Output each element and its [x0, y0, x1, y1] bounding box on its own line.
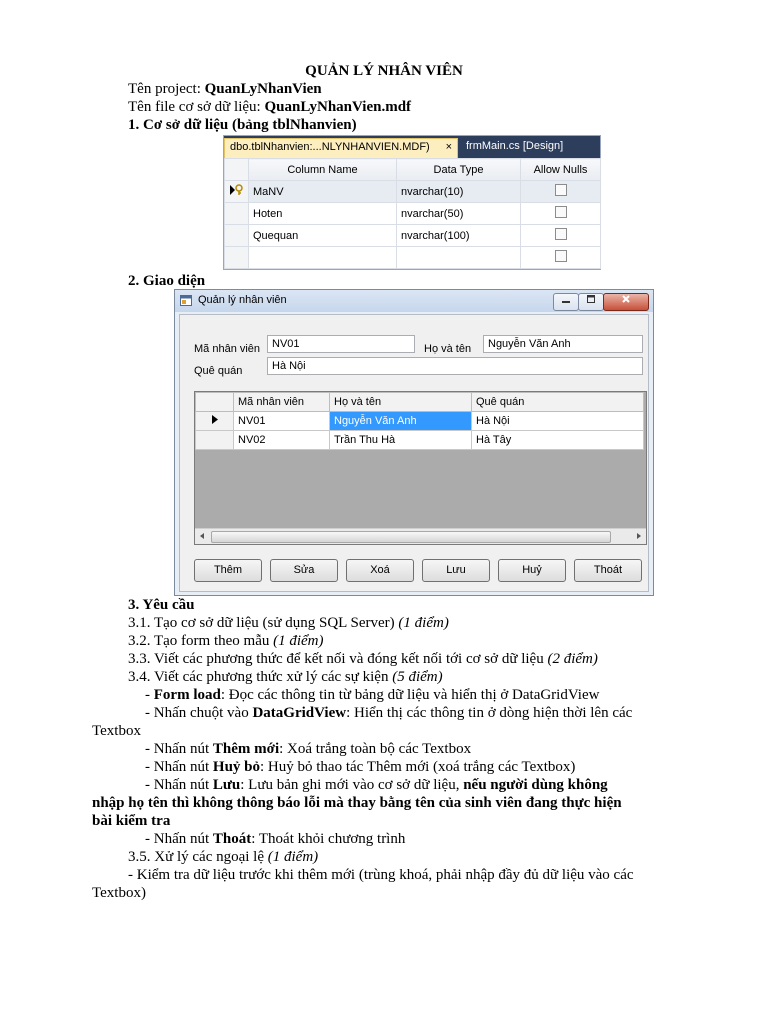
form-client-area	[179, 314, 649, 592]
window-titlebar[interactable]	[175, 290, 653, 312]
row-indicator[interactable]	[196, 431, 234, 450]
primary-key-icon	[229, 184, 245, 196]
allow-nulls-checkbox[interactable]	[555, 184, 567, 196]
req-3-1	[128, 614, 449, 632]
req-3-2-points: (1 điểm)	[273, 633, 324, 649]
req-3-1-points: (1 điểm)	[398, 615, 449, 631]
req-3-3-points: (2 điểm)	[547, 651, 598, 667]
req-3-3-text: 3.3. Viết các phương thức để kết nối và đóng kết nối tới cơ sở dữ liệu	[128, 651, 548, 667]
section-3-heading: 3. Yêu cầu	[128, 597, 195, 613]
them-button[interactable]: Thêm	[194, 559, 262, 582]
cell-column-name[interactable]: MaNV	[249, 181, 397, 203]
current-row-arrow-icon	[212, 415, 218, 424]
grid-table	[195, 392, 644, 450]
sua-button[interactable]: Sửa	[270, 559, 338, 582]
cell-data-type[interactable]: nvarchar(100)	[397, 225, 521, 247]
thoat-button[interactable]: Thoát	[574, 559, 642, 582]
row-indicator[interactable]	[196, 412, 234, 431]
bullet-keyword: Lưu	[212, 777, 241, 793]
bullet-text: : Thoát khỏi chương trình	[251, 831, 406, 847]
row-selector[interactable]	[225, 225, 249, 247]
close-button[interactable]	[603, 293, 649, 311]
grid-corner	[196, 393, 234, 412]
grid-cell[interactable]: Hà Nội	[472, 412, 644, 431]
project-name: QuanLyNhanVien	[204, 81, 322, 97]
bullet-luu-cont: nhập họ tên thì không thông báo lỗi mà thay bằng tên của sinh viên đang thực hiện	[92, 795, 622, 811]
bullet-keyword: Thêm mới	[212, 741, 280, 757]
bullet-bold-text: nếu người dùng không	[463, 777, 608, 793]
bullet-form-load	[145, 686, 599, 704]
tab-close-icon[interactable]: ×	[445, 141, 452, 153]
designer-tab-strip	[224, 136, 600, 158]
grid-header-ho-va-ten[interactable]: Họ và tên	[330, 393, 472, 412]
bullet-luu	[145, 776, 608, 794]
bullet-datagridview	[145, 704, 632, 722]
cell-data-type[interactable]	[397, 247, 521, 269]
document-title: QUẢN LÝ NHÂN VIÊN	[305, 63, 463, 79]
bullet-keyword: Form load	[153, 687, 221, 703]
employee-datagridview[interactable]	[194, 391, 647, 545]
grid-header-ma-nhan-vien[interactable]: Mã nhân viên	[234, 393, 330, 412]
row-header-corner	[225, 159, 249, 181]
dbfile-line	[128, 98, 411, 116]
dbfile-name: QuanLyNhanVien.mdf	[264, 99, 412, 115]
bullet-keyword: Thoát	[212, 831, 252, 847]
columns-header-row	[225, 159, 601, 181]
minimize-button[interactable]	[553, 293, 579, 311]
req-3-3	[128, 650, 598, 668]
horizontal-scrollbar[interactable]	[195, 528, 646, 544]
bullet-text: : Đọc các thông tin từ bảng dữ liệu và hiển thị ở DataGridView	[220, 687, 600, 703]
maximize-icon	[586, 294, 596, 304]
bullet-text: : Lưu bản ghi mới vào cơ sở dữ liệu,	[240, 777, 464, 793]
bullet-datagridview-cont: Textbox	[92, 723, 141, 739]
grid-cell[interactable]: NV01	[234, 412, 330, 431]
req-3-5	[128, 848, 318, 866]
scroll-left-arrow-icon[interactable]	[195, 529, 209, 543]
table-designer	[223, 135, 601, 270]
cell-allow-nulls[interactable]	[521, 225, 601, 247]
luu-button[interactable]: Lưu	[422, 559, 490, 582]
form-icon	[180, 295, 192, 306]
cell-column-name[interactable]	[249, 247, 397, 269]
label-ho-va-ten: Họ và tên	[424, 343, 472, 355]
table-row[interactable]	[225, 247, 601, 269]
tab-table-designer[interactable]	[224, 138, 458, 158]
que-quan-input[interactable]: Hà Nội	[267, 357, 643, 375]
req-3-1-text: 3.1. Tạo cơ sở dữ liệu (sử dụng SQL Server)	[128, 615, 399, 631]
bullet-thoat	[145, 830, 405, 848]
bullet-text: : Xoá trắng toàn bộ các Textbox	[279, 741, 472, 757]
req-3-5-text: 3.5. Xử lý các ngoại lệ	[128, 849, 268, 865]
cell-column-name[interactable]: Quequan	[249, 225, 397, 247]
close-icon	[621, 294, 631, 304]
allow-nulls-checkbox[interactable]	[555, 250, 567, 262]
xoa-button[interactable]: Xoá	[346, 559, 414, 582]
table-row[interactable]	[225, 181, 601, 203]
req-3-2-text: 3.2. Tạo form theo mẫu	[128, 633, 274, 649]
bullet-huy-bo	[145, 758, 575, 776]
cell-allow-nulls[interactable]	[521, 203, 601, 225]
bullet-text: : Hiển thị các thông tin ở dòng hiện thời lên các	[346, 705, 633, 721]
window-title: Quản lý nhân viên	[198, 294, 287, 306]
req-3-4	[128, 668, 443, 686]
grid-cell[interactable]: NV02	[234, 431, 330, 450]
bullet-them-moi	[145, 740, 471, 758]
project-line	[128, 80, 322, 98]
cell-data-type[interactable]: nvarchar(10)	[397, 181, 521, 203]
grid-cell[interactable]: Trần Thu Hà	[330, 431, 472, 450]
bullet-kiem-tra: - Kiểm tra dữ liệu trước khi thêm mới (trùng khoá, phải nhập đầy đủ dữ liệu vào các	[128, 867, 634, 883]
scroll-right-arrow-icon[interactable]	[632, 529, 646, 543]
req-3-4-text: 3.4. Viết các phương thức xử lý các sự kiện	[128, 669, 393, 685]
label-ma-nhan-vien: Mã nhân viên	[194, 343, 261, 355]
columns-grid	[224, 158, 601, 269]
bullet-keyword: DataGridView	[252, 705, 347, 721]
row-selector[interactable]	[225, 247, 249, 269]
header-data-type: Data Type	[397, 159, 521, 181]
grid-header-row	[196, 393, 644, 412]
dbfile-label: Tên file cơ sở dữ liệu:	[128, 99, 265, 115]
table-row[interactable]	[196, 412, 644, 431]
req-3-2	[128, 632, 324, 650]
ho-va-ten-input[interactable]: Nguyễn Văn Anh	[483, 335, 643, 353]
allow-nulls-checkbox[interactable]	[555, 206, 567, 218]
table-row[interactable]	[225, 225, 601, 247]
bullet-text: - Nhấn chuột vào	[145, 705, 253, 721]
row-selector[interactable]	[225, 181, 249, 203]
bullet-luu-cont-2: bài kiểm tra	[92, 813, 171, 829]
header-column-name: Column Name	[249, 159, 397, 181]
bullet-keyword: Huỷ bỏ	[212, 759, 261, 775]
label-que-quan: Quê quán	[194, 365, 243, 377]
table-row[interactable]	[225, 203, 601, 225]
bullet-kiem-tra-cont: Textbox)	[92, 885, 146, 901]
bullet-text: - Nhấn nút	[145, 741, 213, 757]
section-1-heading: 1. Cơ sở dữ liệu (bảng tblNhanvien)	[128, 117, 357, 133]
tab-form-design[interactable]: frmMain.cs [Design]	[466, 140, 564, 152]
scroll-thumb[interactable]	[211, 531, 611, 543]
cell-allow-nulls[interactable]	[521, 247, 601, 269]
bullet-dash: -	[145, 687, 154, 703]
row-selector[interactable]	[225, 203, 249, 225]
bullet-text: - Nhấn nút	[145, 759, 213, 775]
section-2-heading: 2. Giao diện	[128, 273, 206, 289]
table-row[interactable]	[196, 431, 644, 450]
tab-table-designer-label: dbo.tblNhanvien:...NLYNHANVIEN.MDF)	[230, 141, 430, 153]
grid-cell[interactable]: Hà Tây	[472, 431, 644, 450]
huy-button[interactable]: Huỷ	[498, 559, 566, 582]
project-label: Tên project:	[128, 81, 205, 97]
employee-form-window	[174, 289, 654, 596]
grid-cell-selected[interactable]: Nguyễn Văn Anh	[330, 412, 472, 431]
bullet-text: - Nhấn nút	[145, 777, 213, 793]
cell-column-name[interactable]: Hoten	[249, 203, 397, 225]
bullet-text: : Huỷ bỏ thao tác Thêm mới (xoá trắng các Textbox)	[260, 759, 576, 775]
maximize-button[interactable]	[578, 293, 604, 311]
req-3-5-points: (1 điểm)	[267, 849, 319, 865]
minimize-icon	[561, 294, 571, 304]
grid-header-que-quan[interactable]: Quê quán	[472, 393, 644, 412]
header-allow-nulls: Allow Nulls	[521, 159, 601, 181]
ma-nhan-vien-input[interactable]: NV01	[267, 335, 415, 353]
cell-data-type[interactable]: nvarchar(50)	[397, 203, 521, 225]
req-3-4-points: (5 điểm)	[392, 669, 443, 685]
bullet-text: - Nhấn nút	[145, 831, 213, 847]
cell-allow-nulls[interactable]	[521, 181, 601, 203]
allow-nulls-checkbox[interactable]	[555, 228, 567, 240]
